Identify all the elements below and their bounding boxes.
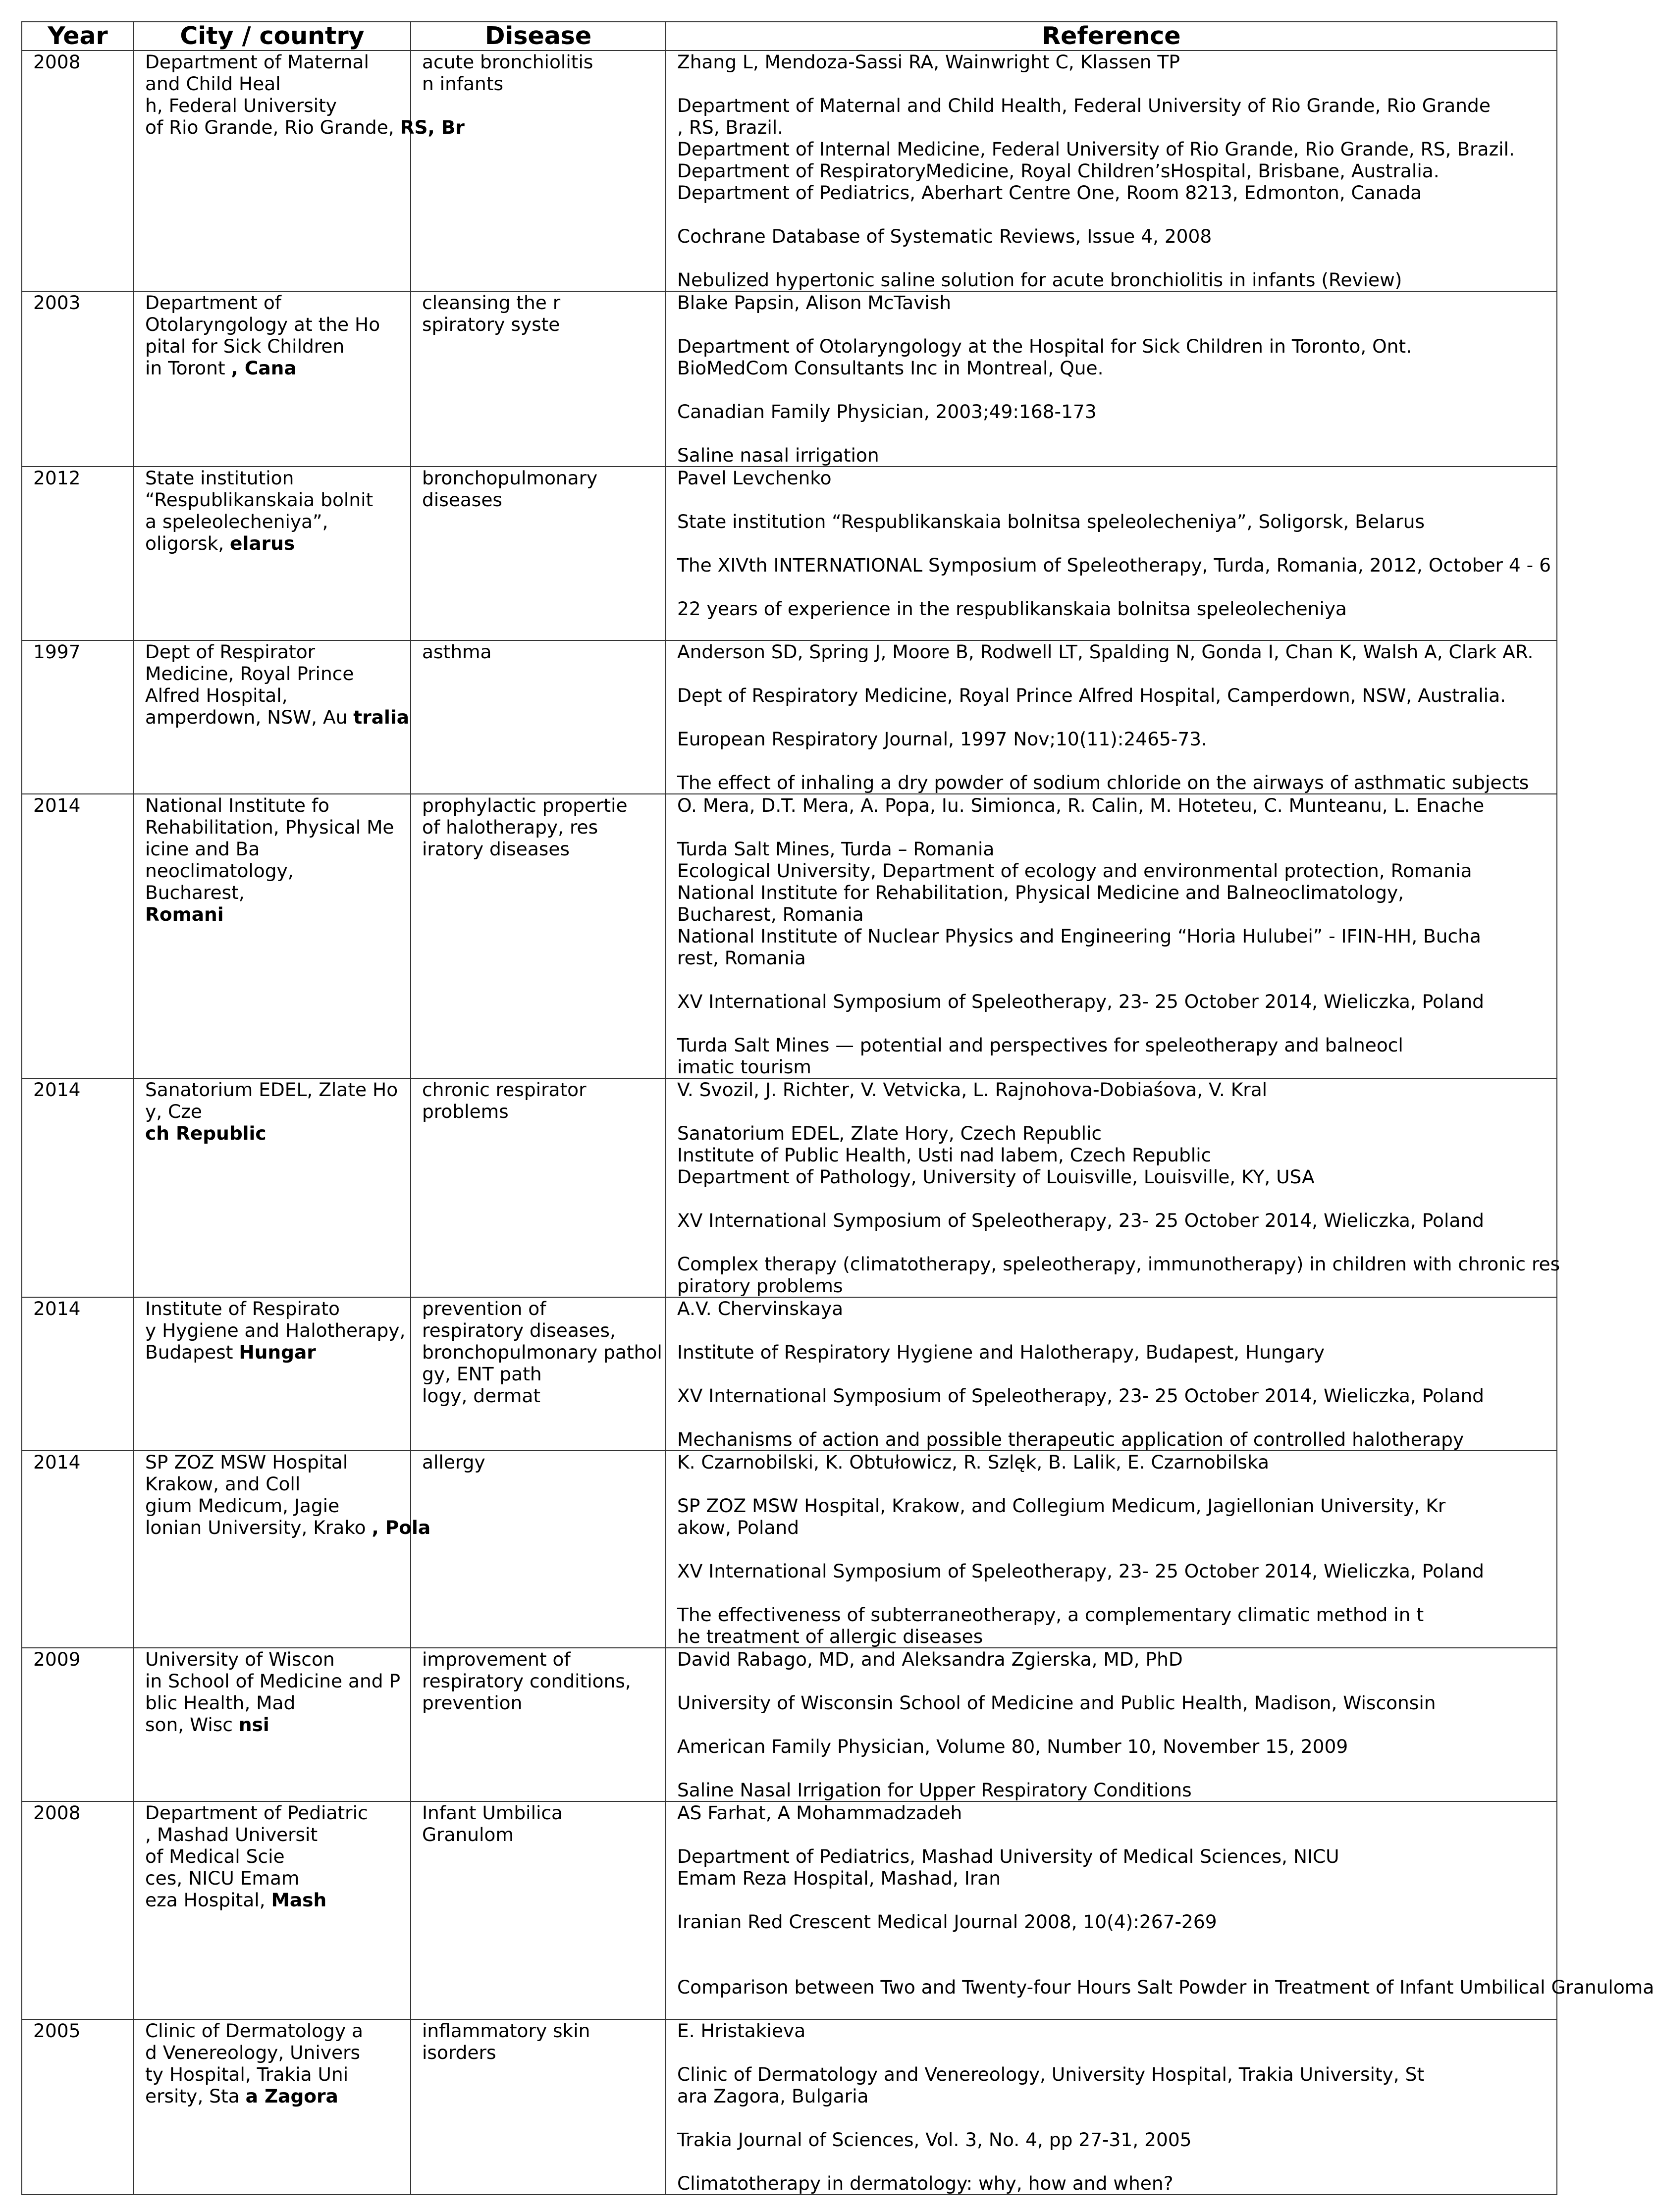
reference-line: National Institute of Nuclear Physics and Engineering “Horia Hulubei” - IFIN-HH, Bucha — [677, 925, 1481, 947]
reference-line: A.V. Chervinskaya — [677, 1298, 844, 1319]
reference-line: he treatment of allergic diseases — [677, 1626, 983, 1647]
reference-gap — [677, 1231, 1550, 1253]
disease-cell — [411, 794, 666, 1078]
disease-line: problems — [422, 1101, 509, 1122]
reference-gap — [677, 1954, 1550, 1976]
reference-line: Sanatorium EDEL, Zlate Hory, Czech Republic — [677, 1122, 1102, 1144]
reference-line: Bucharest, Romania — [677, 903, 864, 925]
year-cell: 1997 — [22, 640, 134, 794]
city-line: of Medical Scie — [145, 1845, 285, 1867]
city-line: Dept of Respirator — [145, 641, 316, 663]
year-cell: 2014 — [22, 1451, 134, 1648]
reference-gap — [677, 1824, 1550, 1845]
reference-gap — [677, 663, 1550, 685]
reference-gap — [677, 532, 1550, 554]
reference-line: , RS, Brazil. — [677, 116, 784, 138]
city-country-cell — [134, 1451, 431, 1648]
year-header: Year — [22, 22, 134, 51]
disease-line: cleansing the r — [422, 292, 561, 314]
reference-line: piratory problems — [677, 1275, 843, 1297]
city-line: icine and Ba — [145, 838, 260, 860]
reference-line: Mechanisms of action and possible therapeutic application of controlled halotherapy — [677, 1428, 1464, 1450]
reference-line: Zhang L, Mendoza-Sassi RA, Wainwright C, Klassen TP — [677, 51, 1180, 73]
country-name: tralia — [353, 706, 410, 728]
reference-gap — [677, 1363, 1550, 1385]
disease-line: bronchopulmonary pathol — [422, 1341, 662, 1363]
table-row — [22, 291, 1557, 467]
reference-gap — [677, 314, 1550, 335]
reference-line: Pavel Levchenko — [677, 467, 832, 489]
disease-line: chronic respirator — [422, 1079, 587, 1101]
reference-gap — [677, 816, 1550, 838]
country-name: RS, Br — [400, 116, 465, 138]
reference-line: Trakia Journal of Sciences, Vol. 3, No. 4, pp 27-31, 2005 — [677, 2129, 1192, 2151]
city-line: y, Cze — [145, 1101, 202, 1122]
city-line: University of Wiscon — [145, 1648, 335, 1670]
reference-cell — [666, 1451, 1557, 1648]
city-country-cell — [134, 1297, 411, 1451]
reference-line: Turda Salt Mines — potential and perspectives for speleotherapy and balneocl — [677, 1034, 1403, 1056]
disease-line: asthma — [422, 641, 492, 663]
country-name: nsi — [238, 1714, 269, 1736]
reference-line: BioMedCom Consultants Inc in Montreal, Que. — [677, 357, 1104, 379]
disease-header: Disease — [411, 22, 666, 51]
disease-line: diseases — [422, 489, 502, 511]
table-row — [22, 2019, 1557, 2195]
city-line: blic Health, Mad — [145, 1692, 296, 1714]
city-line: Department of — [145, 292, 281, 314]
country-name: Hungar — [239, 1341, 316, 1363]
country-name: elarus — [230, 532, 295, 554]
reference-cell — [666, 51, 1557, 291]
disease-cell — [411, 291, 666, 467]
table-row — [22, 51, 1557, 291]
reference-line: Nebulized hypertonic saline solution for acute bronchiolitis in infants (Review) — [677, 269, 1402, 291]
reference-line: Institute of Respiratory Hygiene and Halotherapy, Budapest, Hungary — [677, 1341, 1325, 1363]
year-cell: 2008 — [22, 51, 134, 291]
city-line: amperdown, NSW, Au tralia — [145, 706, 410, 728]
disease-line: acute bronchiolitis — [422, 51, 593, 73]
city-country-cell — [134, 1801, 411, 2019]
reference-line: The XIVth INTERNATIONAL Symposium of Speleotherapy, Turda, Romania, 2012, October 4 - 6 — [677, 554, 1551, 576]
year-cell: 2005 — [22, 2019, 134, 2195]
city-line: of Rio Grande, Rio Grande, RS, Br — [145, 116, 465, 138]
reference-table — [21, 21, 1654, 2195]
reference-gap — [677, 1670, 1550, 1692]
reference-line: Department of Otolaryngology at the Hospital for Sick Children in Toronto, Ont. — [677, 335, 1412, 357]
disease-line: Infant Umbilica — [422, 1802, 563, 1824]
reference-cell — [666, 2019, 1557, 2195]
table-header — [22, 22, 1557, 51]
reference-cell — [666, 1297, 1557, 1451]
reference-line: State institution “Respublikanskaia bolnitsa speleolecheniya”, Soligorsk, Belarus — [677, 511, 1425, 532]
reference-gap — [677, 1582, 1550, 1604]
city-line: y Hygiene and Halotherapy, — [145, 1319, 406, 1341]
reference-cell — [666, 467, 1557, 640]
reference-cell — [666, 794, 1557, 1078]
city-line: neoclimatology, — [145, 860, 294, 882]
reference-gap — [677, 1188, 1550, 1210]
reference-cell — [666, 291, 1557, 467]
disease-cell — [411, 1297, 666, 1451]
table-row — [22, 1648, 1557, 1801]
reference-gap — [677, 576, 1550, 598]
disease-cell — [411, 51, 666, 291]
reference-cell — [666, 1801, 1654, 2019]
reference-line: Blake Papsin, Alison McTavish — [677, 292, 951, 314]
city-line: , Mashad Universit — [145, 1824, 318, 1845]
disease-line: respiratory conditions, — [422, 1670, 631, 1692]
reference-line: K. Czarnobilski, K. Obtułowicz, R. Szlęk, B. Lalik, E. Czarnobilska — [677, 1451, 1269, 1473]
disease-cell — [411, 640, 666, 794]
reference-header: Reference — [666, 22, 1557, 51]
disease-line: gy, ENT path — [422, 1363, 542, 1385]
reference-gap — [677, 1933, 1550, 1954]
city-country-cell — [134, 1648, 411, 1801]
city-line: ty Hospital, Trakia Uni — [145, 2063, 349, 2085]
city-line: Rehabilitation, Physical Me — [145, 816, 394, 838]
disease-line: n infants — [422, 73, 504, 95]
reference-line: Saline Nasal Irrigation for Upper Respiratory Conditions — [677, 1779, 1192, 1801]
reference-line: AS Farhat, A Mohammadzadeh — [677, 1802, 962, 1824]
city-line: Department of Maternal — [145, 51, 369, 73]
disease-cell — [411, 467, 666, 640]
city-line: in School of Medicine and P — [145, 1670, 401, 1692]
disease-line: of halotherapy, res — [422, 816, 598, 838]
disease-line: allergy — [422, 1451, 485, 1473]
table-row — [22, 1801, 1557, 2019]
disease-line: Granulom — [422, 1824, 514, 1845]
reference-gap — [677, 1407, 1550, 1428]
disease-line: prevention of — [422, 1298, 546, 1319]
city-country-cell — [134, 1078, 411, 1297]
reference-line: Dept of Respiratory Medicine, Royal Prince Alfred Hospital, Camperdown, NSW, Australia. — [677, 685, 1506, 706]
reference-gap — [677, 969, 1550, 991]
city-line: and Child Heal — [145, 73, 281, 95]
disease-line: inflammatory skin — [422, 2020, 590, 2042]
reference-line: National Institute for Rehabilitation, Physical Medicine and Balneoclimatology, — [677, 882, 1404, 903]
reference-gap — [677, 1319, 1550, 1341]
reference-gap — [677, 247, 1550, 269]
year-cell: 2012 — [22, 467, 134, 640]
city-country-cell — [134, 467, 411, 640]
country-name: Romani — [145, 903, 224, 925]
reference-line: Complex therapy (climatotherapy, speleotherapy, immunotherapy) in children with chronic res — [677, 1253, 1560, 1275]
reference-line: David Rabago, MD, and Aleksandra Zgierska, MD, PhD — [677, 1648, 1183, 1670]
reference-line: XV International Symposium of Speleotherapy, 23- 25 October 2014, Wieliczka, Poland — [677, 1385, 1484, 1407]
reference-line: Anderson SD, Spring J, Moore B, Rodwell LT, Spalding N, Gonda I, Chan K, Walsh A, Clark AR. — [677, 641, 1534, 663]
reference-gap — [677, 1473, 1550, 1495]
city-line: Bucharest, — [145, 882, 245, 903]
reference-line: SP ZOZ MSW Hospital, Krakow, and Collegium Medicum, Jagiellonian University, Kr — [677, 1495, 1446, 1517]
table-row — [22, 640, 1557, 794]
city-line — [145, 1122, 404, 1144]
reference-line: XV International Symposium of Speleotherapy, 23- 25 October 2014, Wieliczka, Poland — [677, 1210, 1484, 1231]
reference-line: ara Zagora, Bulgaria — [677, 2085, 869, 2107]
disease-line: prophylactic propertie — [422, 794, 628, 816]
table-row — [22, 467, 1557, 640]
city-line: h, Federal University — [145, 95, 337, 116]
city-line: ces, NICU Emam — [145, 1867, 300, 1889]
reference-cell — [666, 640, 1557, 794]
city-line: “Respublikanskaia bolnit — [145, 489, 373, 511]
reference-line: Ecological University, Department of ecology and environmental protection, Romania — [677, 860, 1472, 882]
reference-line: Department of Pediatrics, Mashad University of Medical Sciences, NICU — [677, 1845, 1339, 1867]
reference-gap — [677, 1012, 1550, 1034]
city-line: gium Medicum, Jagie — [145, 1495, 340, 1517]
disease-line: improvement of — [422, 1648, 571, 1670]
header-row — [22, 22, 1557, 51]
reference-line: European Respiratory Journal, 1997 Nov;10(11):2465-73. — [677, 728, 1207, 750]
disease-cell — [411, 1451, 666, 1648]
city-line: Medicine, Royal Prince — [145, 663, 354, 685]
disease-line: logy, dermat — [422, 1385, 541, 1407]
city-line: son, Wisc nsi — [145, 1714, 269, 1736]
table-row — [22, 1078, 1557, 1297]
year-cell: 2014 — [22, 794, 134, 1078]
reference-gap — [677, 750, 1550, 772]
city-line: Sanatorium EDEL, Zlate Ho — [145, 1079, 398, 1101]
city-line: ersity, Sta a Zagora — [145, 2085, 338, 2107]
reference-cell — [666, 1648, 1557, 1801]
reference-gap — [677, 1889, 1550, 1911]
reference-gap — [677, 489, 1550, 511]
reference-line: Saline nasal irrigation — [677, 444, 879, 466]
city-line: Alfred Hospital, — [145, 685, 288, 706]
city-country-cell — [134, 2019, 411, 2195]
reference-line: Climatotherapy in dermatology: why, how and when? — [677, 2172, 1174, 2194]
reference-line: O. Mera, D.T. Mera, A. Popa, Iu. Simionca, R. Calin, M. Hoteteu, C. Munteanu, L. Enache — [677, 794, 1485, 816]
disease-cell — [411, 1801, 666, 2019]
reference-line: V. Svozil, J. Richter, V. Vetvicka, L. Rajnohova-Dobiaśova, V. Kral — [677, 1079, 1268, 1101]
city-line: Institute of Respirato — [145, 1298, 340, 1319]
reference-line: The effectiveness of subterraneotherapy, a complementary climatic method in t — [677, 1604, 1424, 1626]
reference-line: imatic tourism — [677, 1056, 811, 1078]
city-line: Krakow, and Coll — [145, 1473, 301, 1495]
city-country-cell — [134, 794, 411, 1078]
city-line: eza Hospital, Mash — [145, 1889, 327, 1911]
year-cell: 2009 — [22, 1648, 134, 1801]
city-line: Otolaryngology at the Ho — [145, 314, 380, 335]
reference-line: XV International Symposium of Speleotherapy, 23- 25 October 2014, Wieliczka, Poland — [677, 991, 1484, 1012]
disease-line: spiratory syste — [422, 314, 560, 335]
country-name: Mash — [271, 1889, 327, 1911]
country-name: , Pola — [372, 1517, 431, 1538]
disease-line: isorders — [422, 2042, 496, 2063]
reference-line: Cochrane Database of Systematic Reviews, Issue 4, 2008 — [677, 225, 1212, 247]
reference-line: Department of Internal Medicine, Federal University of Rio Grande, Rio Grande, RS, Brazil. — [677, 138, 1515, 160]
reference-line: Clinic of Dermatology and Venereology, University Hospital, Trakia University, St — [677, 2063, 1425, 2085]
city-country-header: City / country — [134, 22, 411, 51]
reference-line: University of Wisconsin School of Medicine and Public Health, Madison, Wisconsin — [677, 1692, 1436, 1714]
city-line: State institution — [145, 467, 294, 489]
reference-line: Turda Salt Mines, Turda – Romania — [677, 838, 995, 860]
reference-gap — [677, 379, 1550, 401]
reference-line: Department of Pathology, University of Louisville, Louisville, KY, USA — [677, 1166, 1315, 1188]
disease-cell — [411, 2019, 666, 2195]
city-line: a speleolecheniya”, — [145, 511, 328, 532]
table-row — [22, 794, 1557, 1078]
disease-line: respiratory diseases, — [422, 1319, 616, 1341]
reference-line: Canadian Family Physician, 2003;49:168-173 — [677, 401, 1097, 422]
city-line — [145, 903, 404, 925]
disease-line: prevention — [422, 1692, 523, 1714]
reference-gap — [677, 1101, 1550, 1122]
city-line: pital for Sick Children — [145, 335, 345, 357]
year-cell: 2003 — [22, 291, 134, 467]
city-line: d Venereology, Univers — [145, 2042, 361, 2063]
reference-line: Department of RespiratoryMedicine, Royal Children’sHospital, Brisbane, Australia. — [677, 160, 1440, 182]
reference-line: Iranian Red Crescent Medical Journal 2008, 10(4):267-269 — [677, 1911, 1217, 1933]
reference-gap — [677, 2042, 1550, 2063]
reference-line: Comparison between Two and Twenty-four Hours Salt Powder in Treatment of Infant Umbilical Granuloma — [677, 1976, 1654, 1998]
reference-line: American Family Physician, Volume 80, Number 10, November 15, 2009 — [677, 1736, 1348, 1757]
city-line: Budapest Hungar — [145, 1341, 316, 1363]
disease-cell — [411, 1078, 666, 1297]
city-line: SP ZOZ MSW Hospital — [145, 1451, 348, 1473]
city-line: National Institute fo — [145, 794, 329, 816]
reference-cell — [666, 1078, 1560, 1297]
city-country-cell — [134, 640, 411, 794]
reference-line: Department of Pediatrics, Aberhart Centre One, Room 8213, Edmonton, Canada — [677, 182, 1422, 204]
reference-gap — [677, 422, 1550, 444]
reference-gap — [677, 204, 1550, 225]
year-cell: 2014 — [22, 1297, 134, 1451]
table-row — [22, 1297, 1557, 1451]
city-line: Department of Pediatric — [145, 1802, 368, 1824]
reference-line: The effect of inhaling a dry powder of sodium chloride on the airways of asthmatic subjects — [677, 772, 1529, 793]
reference-line: rest, Romania — [677, 947, 806, 969]
disease-cell — [411, 1648, 666, 1801]
reference-gap — [677, 706, 1550, 728]
year-cell: 2008 — [22, 1801, 134, 2019]
reference-line: akow, Poland — [677, 1517, 800, 1538]
reference-line: Department of Maternal and Child Health, Federal University of Rio Grande, Rio Grande — [677, 95, 1491, 116]
city-line: in Toront , Cana — [145, 357, 297, 379]
city-line: Clinic of Dermatology a — [145, 2020, 363, 2042]
country-name: , Cana — [231, 357, 297, 379]
country-name: ch Republic — [145, 1122, 267, 1144]
disease-line: iratory diseases — [422, 838, 570, 860]
reference-line: Institute of Public Health, Usti nad labem, Czech Republic — [677, 1144, 1212, 1166]
reference-line: Emam Reza Hospital, Mashad, Iran — [677, 1867, 1001, 1889]
city-line: oligorsk, elarus — [145, 532, 295, 554]
reference-gap — [677, 73, 1550, 95]
reference-gap — [677, 2107, 1550, 2129]
reference-gap — [677, 1757, 1550, 1779]
city-country-cell — [134, 291, 411, 467]
city-line: lonian University, Krako , Pola — [145, 1517, 431, 1538]
reference-gap — [677, 2151, 1550, 2172]
reference-line: XV International Symposium of Speleotherapy, 23- 25 October 2014, Wieliczka, Poland — [677, 1560, 1484, 1582]
country-name: a Zagora — [245, 2085, 338, 2107]
reference-gap — [677, 1714, 1550, 1736]
disease-line: bronchopulmonary — [422, 467, 598, 489]
reference-gap — [677, 1538, 1550, 1560]
year-cell: 2014 — [22, 1078, 134, 1297]
reference-line: 22 years of experience in the respublikanskaia bolnitsa speleolecheniya — [677, 598, 1347, 620]
table-row — [22, 1451, 1557, 1648]
reference-line: E. Hristakieva — [677, 2020, 806, 2042]
table-body — [22, 51, 1654, 2195]
